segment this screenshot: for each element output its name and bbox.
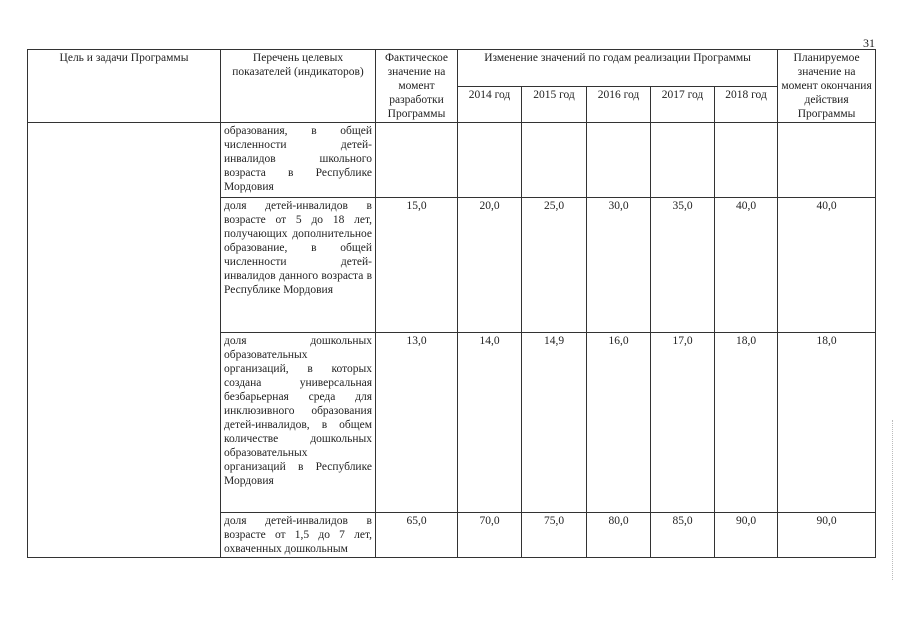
actual-value: 15,0	[376, 198, 458, 333]
year-value: 20,0	[458, 198, 522, 333]
header-year: 2018 год	[715, 86, 778, 123]
header-year: 2015 год	[522, 86, 587, 123]
year-value	[715, 123, 778, 198]
year-value: 75,0	[522, 513, 587, 558]
indicator-cell: доля дошкольных образовательных организаций, в которых создана универсальная безбарьерная среда для инклюзивного образования детей-инвалидов, в общем количестве дошкольных образовательных организаций в Республике Мордовия	[221, 333, 376, 513]
header-year: 2016 год	[587, 86, 651, 123]
header-change: Изменение значений по годам реализации Программы	[458, 50, 778, 87]
planned-value	[778, 123, 876, 198]
year-value: 17,0	[651, 333, 715, 513]
year-value: 70,0	[458, 513, 522, 558]
year-value: 25,0	[522, 198, 587, 333]
actual-value	[376, 123, 458, 198]
year-value: 30,0	[587, 198, 651, 333]
table-row	[28, 123, 876, 198]
indicator-cell: доля детей-инвалидов в возрасте от 5 до 18 лет, получающих дополнительное образование, в общей численности детей-инвалидов данного возраста в Республике Мордовия	[221, 198, 376, 333]
header-planned: Планируемое значение на момент окончания действия Программы	[778, 50, 876, 123]
goal-cell	[28, 123, 221, 558]
indicator-cell: доля детей-инвалидов в возрасте от 1,5 до 7 лет, охваченных дошкольным	[221, 513, 376, 558]
year-value: 40,0	[715, 198, 778, 333]
year-value: 35,0	[651, 198, 715, 333]
header-actual: Фактическое значение на момент разработки Программы	[376, 50, 458, 123]
header-year: 2017 год	[651, 86, 715, 123]
header-year: 2014 год	[458, 86, 522, 123]
actual-value: 13,0	[376, 333, 458, 513]
year-value: 18,0	[715, 333, 778, 513]
year-value: 80,0	[587, 513, 651, 558]
year-value	[458, 123, 522, 198]
planned-value: 90,0	[778, 513, 876, 558]
year-value: 14,9	[522, 333, 587, 513]
page-number: 31	[863, 36, 875, 50]
header-row	[28, 50, 876, 87]
year-value	[587, 123, 651, 198]
year-value: 14,0	[458, 333, 522, 513]
planned-value: 40,0	[778, 198, 876, 333]
scan-edge-marks	[892, 420, 899, 580]
header-goal: Цель и задачи Программы	[28, 50, 221, 123]
planned-value: 18,0	[778, 333, 876, 513]
year-value	[522, 123, 587, 198]
actual-value: 65,0	[376, 513, 458, 558]
year-value: 16,0	[587, 333, 651, 513]
year-value	[651, 123, 715, 198]
indicators-table	[27, 49, 876, 558]
year-value: 90,0	[715, 513, 778, 558]
year-value: 85,0	[651, 513, 715, 558]
indicator-cell: образования, в общей численности детей-инвалидов школьного возраста в Республике Мордовия	[221, 123, 376, 198]
header-indicators: Перечень целевых показателей (индикаторов)	[221, 50, 376, 123]
